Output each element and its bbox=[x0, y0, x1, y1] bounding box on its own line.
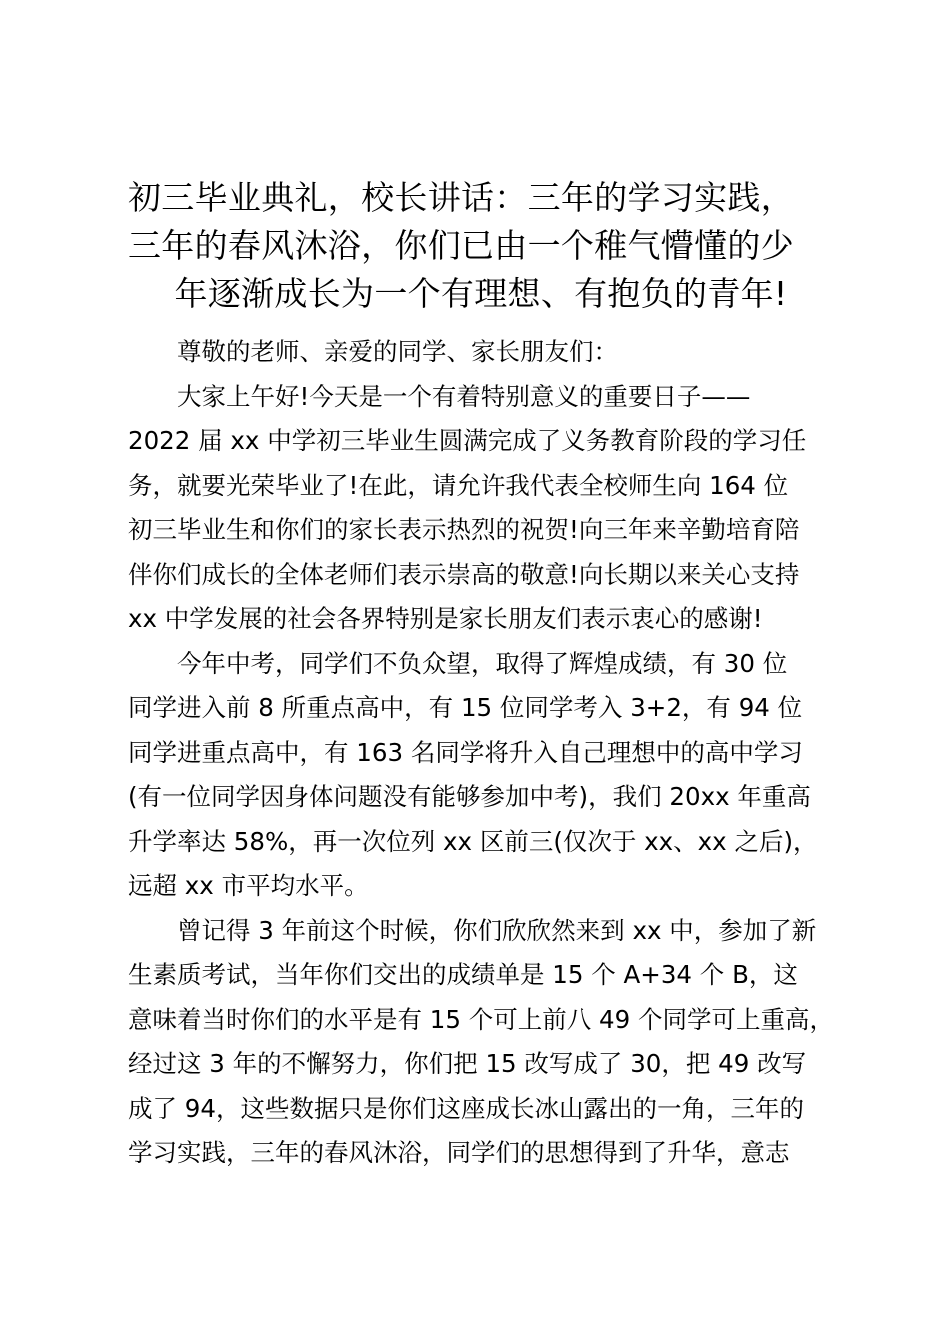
salutation-paragraph bbox=[128, 330, 834, 375]
results-paragraph bbox=[128, 642, 834, 909]
title-line: 三年的春风沐浴，你们已由一个稚气懵懂的少 bbox=[128, 226, 794, 265]
paragraph-line: 学习实践，三年的春风沐浴，同学们的思想得到了升华，意志 bbox=[128, 1138, 790, 1167]
paragraph-line: 初三毕业生和你们的家长表示热烈的祝贺!向三年来辛勤培育陪 bbox=[128, 515, 800, 544]
paragraph-line: 成了 94，这些数据只是你们这座成长冰山露出的一角，三年的 bbox=[128, 1093, 804, 1123]
paragraph-line: 远超 xx 市平均水平。 bbox=[128, 871, 369, 900]
paragraph-line: 同学进入前 8 所重点高中，有 15 位同学考入 3+2，有 94 位 bbox=[128, 693, 803, 722]
paragraph-line: 曾记得 3 年前这个时候，你们欣欣然来到 xx 中，参加了新 bbox=[177, 915, 817, 945]
document-title bbox=[128, 174, 834, 318]
paragraph-line: 务，就要光荣毕业了!在此，请允许我代表全校师生向 164 位 bbox=[128, 470, 789, 500]
paragraph-line: (有一位同学因身体问题没有能够参加中考)，我们 20xx 年重高 bbox=[128, 782, 811, 811]
greeting-paragraph bbox=[128, 375, 834, 642]
paragraph-line: 伴你们成长的全体老师们表示崇高的敬意!向长期以来关心支持 bbox=[128, 559, 800, 589]
paragraph-line: 同学进重点高中，有 163 名同学将升入自己理想中的高中学习 bbox=[128, 737, 803, 767]
paragraph-line: 2022 届 xx 中学初三毕业生圆满完成了义务教育阶段的学习任 bbox=[128, 426, 807, 455]
document-body bbox=[128, 330, 834, 1176]
paragraph-line: xx 中学发展的社会各界特别是家长朋友们表示衷心的感谢! bbox=[128, 604, 763, 633]
memories-paragraph bbox=[128, 909, 834, 1176]
paragraph-line: 经过这 3 年的不懈努力，你们把 15 改写成了 30，把 49 改写 bbox=[128, 1049, 807, 1078]
paragraph-line: 尊敬的老师、亲爱的同学、家长朋友们： bbox=[177, 337, 618, 366]
paragraph-line: 升学率达 58%，再一次位列 xx 区前三(仅次于 xx、xx 之后)， bbox=[128, 826, 818, 856]
paragraph-line: 今年中考，同学们不负众望，取得了辉煌成绩，有 30 位 bbox=[177, 648, 788, 678]
title-line: 初三毕业典礼，校长讲话：三年的学习实践， bbox=[128, 178, 794, 217]
paragraph-line: 大家上午好!今天是一个有着特别意义的重要日子—— bbox=[177, 381, 751, 411]
paragraph-line: 生素质考试，当年你们交出的成绩单是 15 个 A+34 个 B，这 bbox=[128, 960, 798, 989]
title-line: 年逐渐成长为一个有理想、有抱负的青年! bbox=[174, 274, 788, 313]
paragraph-line: 意味着当时你们的水平是有 15 个可上前八 49 个同学可上重高， bbox=[128, 1004, 834, 1034]
